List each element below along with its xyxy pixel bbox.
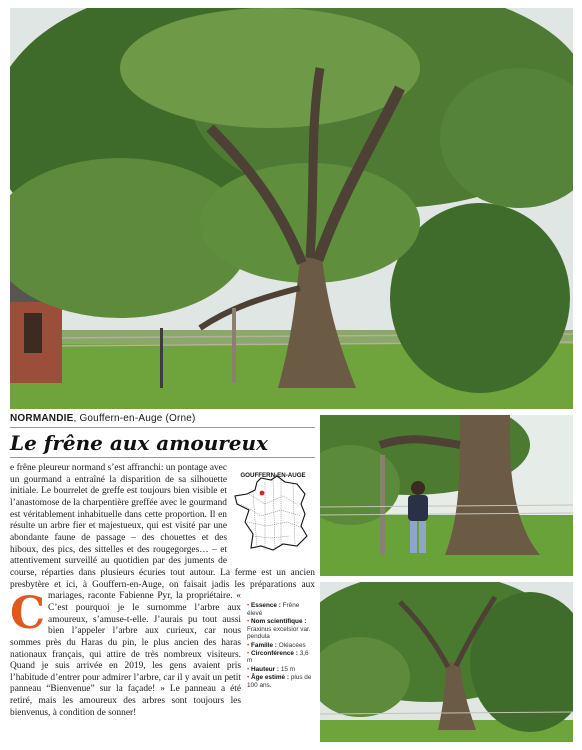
region-name: NORMANDIE bbox=[10, 413, 74, 424]
fact-essence: • Essence : Frêne élevé bbox=[247, 602, 300, 617]
fact-scientific-name: • Nom scientifique : Fraxinus excelsior var. pendula bbox=[247, 617, 311, 641]
person-by-trunk-photo bbox=[320, 415, 573, 576]
fact-family: • Famille : Oléacées bbox=[247, 641, 306, 649]
fact-circumference: • Circonférence : 3,6 m bbox=[247, 649, 309, 665]
region-header bbox=[10, 413, 315, 428]
article-body: e frêne pleureur normand s’est affranchi: un pontage avec un gourmand a entraîné la disparition de sa silhouette initiale. Le bourrelet de greffe est toujours bien visible et l’anastomose de la charpentière greffée avec le gourmand est véritablement inhabituelle dans cette proportion. Il en résulte un arbre fier et majestueux, qui est visité par une abondante faune de passage – des chouettes et des hiboux, des pics, des sittelles et des rougegorges… – et attentivement surveillé au quotidien par des juments de course, réparties dans plusieurs écuries tout autour. La ferme est un ancien presbytère et ici, à Gouffern-en-Auge, on faisait jadis les préparations aux mariages, raconte Fabienne Pyr, la propriétaire. « C’est pourquoi je le surnomme l’arbre aux amoureux, s’amuse-t-elle. J’aurais pu tout aussi bien l’appeler l’arbre aux curieux, car nous sommes près du Haras du pin, le plus ancien des haras nationaux français, qui attire de très nombreux visiteurs. Quand je suis arrivée en 2019, les gens avaient pris l’habitude d’entrer pour admirer l’arbre, car il y avait un petit panneau “Bienvenue” sur la façade! » Le panneau a été retiré, mais les amoureux des arbres sont toujours les bienvenus, à condition de sonner! bbox=[10, 463, 315, 718]
fact-height: • Hauteur : 15 m bbox=[247, 665, 296, 673]
fact-age: • Âge estimé : plus de 100 ans. bbox=[247, 673, 312, 689]
hero-photo bbox=[10, 8, 573, 409]
person-photo-icon bbox=[320, 415, 573, 576]
tree-wide-photo bbox=[320, 582, 573, 742]
drop-cap: C bbox=[10, 588, 46, 639]
tree-photo-icon bbox=[320, 582, 573, 742]
ash-tree-photo bbox=[10, 8, 573, 409]
fact-box bbox=[247, 596, 315, 724]
article-title: Le frêne aux amoureux bbox=[10, 430, 315, 458]
article-text bbox=[10, 463, 315, 724]
location-marker bbox=[260, 491, 265, 496]
region-separator: , bbox=[73, 413, 80, 424]
map-label: GOUFFERN-EN-AUGE bbox=[240, 472, 306, 479]
place-name: Gouffern-en-Auge (Orne) bbox=[79, 413, 196, 424]
france-map bbox=[231, 464, 315, 556]
